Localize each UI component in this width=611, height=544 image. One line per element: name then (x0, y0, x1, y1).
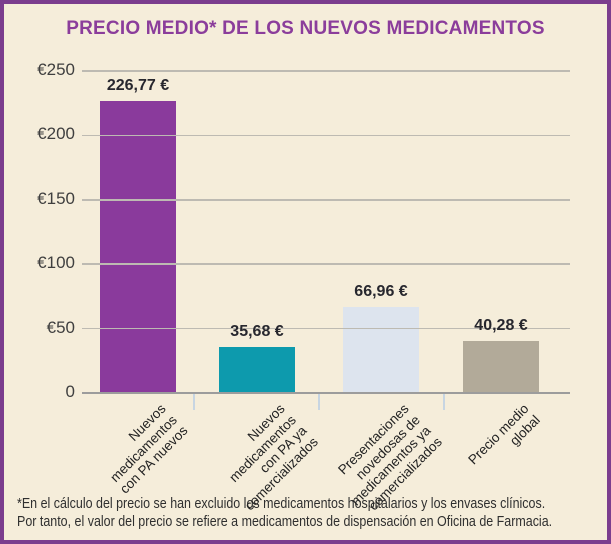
bar-1 (100, 101, 176, 393)
y-axis-label: €250 (37, 60, 75, 79)
y-axis-label: €200 (37, 124, 75, 144)
x-axis-tick (443, 393, 445, 410)
bar-value-label: 35,68 € (230, 323, 284, 341)
x-axis-tick (318, 393, 320, 410)
y-axis-label: €100 (37, 253, 75, 273)
gridline-200 (82, 135, 570, 137)
bar-2 (219, 347, 295, 393)
gridline-100 (82, 263, 570, 265)
bar-value-label: 40,28 € (474, 317, 528, 335)
bar-3 (343, 307, 419, 393)
bar-4 (463, 341, 539, 393)
footnote-line-1: *En el cálculo del precio se han excluido los medicamentos hospitalarios y los envases clínicos. (17, 496, 546, 512)
x-axis-label: Nuevos medicamentos con PA ya comercializados (225, 401, 321, 513)
x-axis-tick (193, 393, 195, 410)
gridline-250 (82, 70, 570, 72)
plot-area (4, 4, 607, 540)
x-axis-label: Nuevos medicamentos con PA nuevos (106, 401, 191, 497)
bar-value-label: 66,96 € (354, 282, 408, 300)
x-axis-label: Precio medio global (465, 401, 543, 468)
gridline-0 (82, 392, 570, 394)
chart-title: PRECIO MEDIO* DE LOS NUEVOS MEDICAMENTOS (66, 18, 545, 39)
y-axis-label: 0 (65, 382, 75, 401)
footnote-line-2: Por tanto, el valor del precio se refiere a medicamentos de dispensación en Oficina de Farmacia. (17, 514, 553, 530)
y-axis-label: €150 (37, 188, 75, 208)
bar-value-label: 226,77 € (106, 76, 170, 94)
y-axis-label: €50 (46, 317, 75, 337)
x-axis-label: Presentaciones novedosas de medicamentos ya comercializados (335, 401, 445, 513)
gridline-150 (82, 199, 570, 201)
